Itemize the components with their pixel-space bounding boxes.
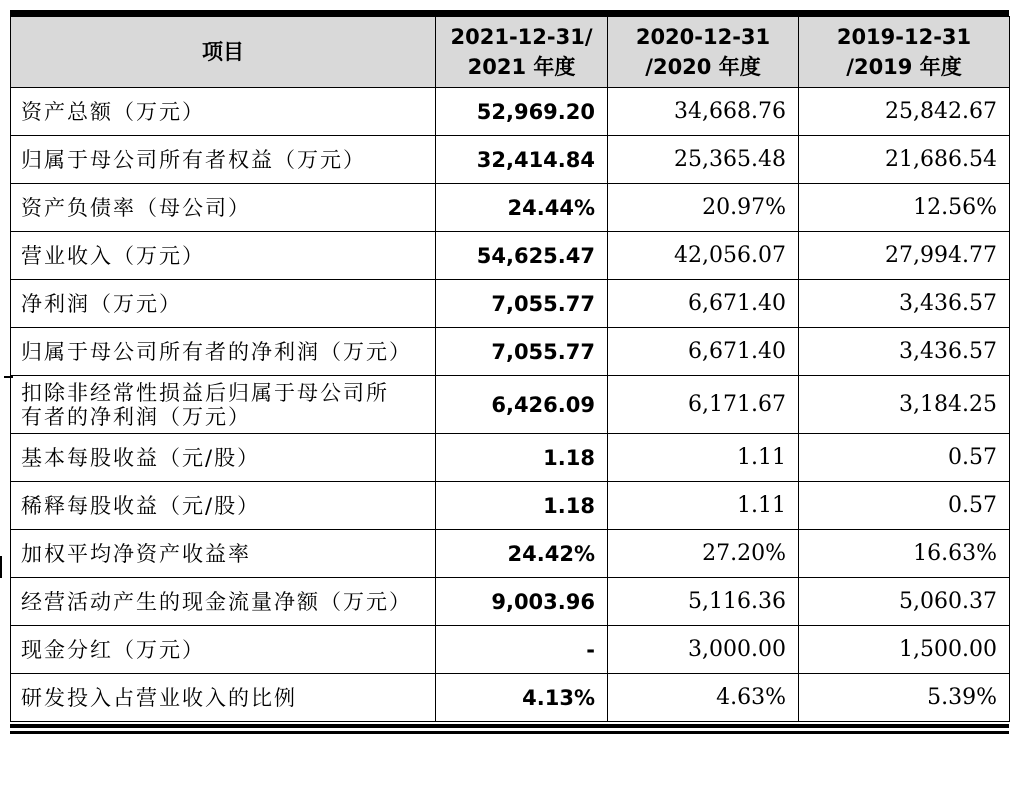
value-2020: 1.11	[608, 482, 799, 530]
table-row	[11, 482, 1010, 530]
value-2019: 3,436.57	[799, 280, 1010, 328]
value-2019: 1,500.00	[799, 626, 1010, 674]
row-label: 基本每股收益（元/股）	[11, 434, 436, 482]
value-2021: 24.44%	[436, 184, 608, 232]
header-item: 项目	[11, 17, 436, 88]
table-header-row	[11, 17, 1010, 88]
value-2020: 4.63%	[608, 674, 799, 722]
row-label: 归属于母公司所有者的净利润（万元）	[11, 328, 436, 376]
value-2019: 21,686.54	[799, 136, 1010, 184]
table-row	[11, 184, 1010, 232]
value-2019: 3,184.25	[799, 376, 1010, 434]
row-label: 资产总额（万元）	[11, 88, 436, 136]
value-2020: 27.20%	[608, 530, 799, 578]
value-2021: 7,055.77	[436, 280, 608, 328]
value-2019: 12.56%	[799, 184, 1010, 232]
value-2019: 3,436.57	[799, 328, 1010, 376]
value-2019: 25,842.67	[799, 88, 1010, 136]
row-label: 扣除非经常性损益后归属于母公司所 有者的净利润（万元）	[11, 376, 436, 434]
value-2021: 7,055.77	[436, 328, 608, 376]
table-row	[11, 280, 1010, 328]
value-2021: 52,969.20	[436, 88, 608, 136]
table-row	[11, 136, 1010, 184]
value-2021: 1.18	[436, 482, 608, 530]
value-2020: 34,668.76	[608, 88, 799, 136]
row-label: 加权平均净资产收益率	[11, 530, 436, 578]
margin-mark	[0, 556, 2, 578]
value-2020: 3,000.00	[608, 626, 799, 674]
row-label: 研发投入占营业收入的比例	[11, 674, 436, 722]
table-row	[11, 626, 1010, 674]
value-2021: -	[436, 626, 608, 674]
bottom-rule	[10, 724, 1009, 728]
header-2019: 2019-12-31 /2019 年度	[799, 17, 1010, 88]
row-label: 稀释每股收益（元/股）	[11, 482, 436, 530]
value-2020: 6,171.67	[608, 376, 799, 434]
table-row	[11, 434, 1010, 482]
financial-data-table	[10, 16, 1010, 722]
value-2021: 4.13%	[436, 674, 608, 722]
table-row	[11, 232, 1010, 280]
value-2020: 6,671.40	[608, 280, 799, 328]
table-row	[11, 674, 1010, 722]
value-2020: 6,671.40	[608, 328, 799, 376]
value-2020: 20.97%	[608, 184, 799, 232]
value-2021: 54,625.47	[436, 232, 608, 280]
value-2019: 27,994.77	[799, 232, 1010, 280]
table-row	[11, 376, 1010, 434]
row-label: 现金分红（万元）	[11, 626, 436, 674]
bottom-rule	[10, 731, 1009, 734]
header-2021: 2021-12-31/ 2021 年度	[436, 17, 608, 88]
table-row	[11, 578, 1010, 626]
value-2021: 32,414.84	[436, 136, 608, 184]
value-2019: 5.39%	[799, 674, 1010, 722]
value-2020: 25,365.48	[608, 136, 799, 184]
table-row	[11, 328, 1010, 376]
value-2021: 24.42%	[436, 530, 608, 578]
table-row	[11, 88, 1010, 136]
value-2019: 0.57	[799, 434, 1010, 482]
header-2020: 2020-12-31 /2020 年度	[608, 17, 799, 88]
row-label: 资产负债率（母公司）	[11, 184, 436, 232]
row-label: 净利润（万元）	[11, 280, 436, 328]
value-2019: 0.57	[799, 482, 1010, 530]
table-row	[11, 530, 1010, 578]
row-label: 营业收入（万元）	[11, 232, 436, 280]
value-2020: 1.11	[608, 434, 799, 482]
value-2020: 42,056.07	[608, 232, 799, 280]
value-2019: 16.63%	[799, 530, 1010, 578]
row-label: 归属于母公司所有者权益（万元）	[11, 136, 436, 184]
value-2021: 1.18	[436, 434, 608, 482]
value-2019: 5,060.37	[799, 578, 1010, 626]
value-2020: 5,116.36	[608, 578, 799, 626]
row-label: 经营活动产生的现金流量净额（万元）	[11, 578, 436, 626]
value-2021: 6,426.09	[436, 376, 608, 434]
value-2021: 9,003.96	[436, 578, 608, 626]
